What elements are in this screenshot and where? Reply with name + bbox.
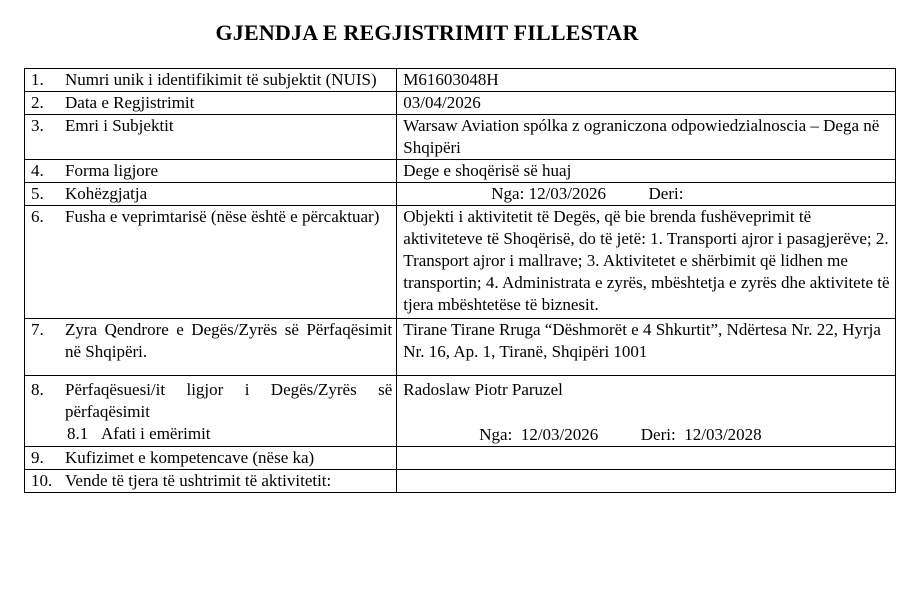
row-value: [397, 183, 896, 206]
table-row: [25, 183, 896, 206]
nga-label: Nga:: [479, 425, 513, 444]
sub-item-number: 8.1: [67, 424, 89, 443]
row-label-text: Emri i Subjektit: [65, 116, 174, 135]
table-row: [25, 92, 896, 115]
row-label-text: Zyra Qendrore e Degës/Zyrës së Përfaqësimit në Shqipëri.: [65, 320, 393, 361]
row-label: [25, 115, 397, 160]
table-row: [25, 206, 896, 319]
row-label-text: Forma ligjore: [65, 161, 159, 180]
sub-item-label: Afati i emërimit: [101, 424, 211, 443]
table-row: [25, 376, 896, 447]
row-label-text: Kufizimet e kompetencave (nëse ka): [65, 448, 315, 467]
row-value: Warsaw Aviation spólka z ograniczona odpowiedzialnoscia – Dega në Shqipëri: [397, 115, 896, 160]
row-number: 3.: [31, 116, 44, 135]
row-value: M61603048H: [397, 69, 896, 92]
row-number: 5.: [31, 184, 44, 203]
row-label: [25, 92, 397, 115]
row-value: Objekti i aktivitetit të Degës, që bie brenda fushëveprimit të aktiviteteve të Shoqërisë, do të jetë: 1. Transporti ajror i pasagjerëve; 2. Transport ajror i mallrave; 3. Aktivitetet e shërbimit që lidhen me transportin; 4. Administrata e zyrës, mbështetja e zyrës dhe aktivitete të tjera mbështetëse të biznesit.: [397, 206, 896, 319]
document-title: GJENDJA E REGJISTRIMIT FILLESTAR: [215, 20, 639, 45]
row-value: [397, 470, 896, 493]
table-row: [25, 319, 896, 376]
row-number: 4.: [31, 161, 44, 180]
row-number: 8.: [31, 380, 44, 399]
sub-item: [31, 423, 392, 445]
nga-date: 12/03/2026: [520, 425, 599, 444]
deri-label: Deri:: [648, 184, 684, 203]
deri-label: Deri:: [640, 425, 676, 444]
row-number: 1.: [31, 70, 44, 89]
row-value: [397, 447, 896, 470]
registration-table: [24, 68, 896, 493]
table-row: [25, 447, 896, 470]
row-number: 7.: [31, 320, 44, 339]
row-label: [25, 206, 397, 319]
row-number: 10.: [31, 471, 53, 490]
row-label-text: Vende të tjera të ushtrimit të aktivitetit:: [65, 471, 332, 490]
row-number: 2.: [31, 93, 44, 112]
table-row: [25, 160, 896, 183]
row-label-text: Data e Regjistrimit: [65, 93, 195, 112]
row-label: [25, 160, 397, 183]
deri-date: 12/03/2028: [684, 425, 762, 444]
row-number: 6.: [31, 207, 44, 226]
row-value: 03/04/2026: [397, 92, 896, 115]
row-value: Tirane Tirane Rruga “Dëshmorët e 4 Shkurtit”, Ndërtesa Nr. 22, Hyrja Nr. 16, Ap. 1, Tiranë, Shqipëri 1001: [397, 319, 896, 376]
row-label: [25, 470, 397, 493]
representative-name: Radoslaw Piotr Paruzel: [403, 380, 563, 399]
table-row: [25, 470, 896, 493]
row-value: [397, 376, 896, 447]
row-label: [25, 183, 397, 206]
nga-label: Nga:: [491, 184, 525, 203]
row-label-text: Fusha e veprimtarisë (nëse është e përcaktuar): [65, 207, 380, 226]
table-row: [25, 69, 896, 92]
row-label: [25, 319, 397, 376]
row-label-text: Përfaqësuesi/it ligjor i Degës/Zyrës së përfaqësimit: [65, 380, 393, 421]
row-label: [25, 447, 397, 470]
row-label-text: Kohëzgjatja: [65, 184, 148, 203]
row-value: Dege e shoqërisë së huaj: [397, 160, 896, 183]
row-number: 9.: [31, 448, 44, 467]
row-label: [25, 376, 397, 447]
table-row: [25, 115, 896, 160]
nga-date: 12/03/2026: [528, 184, 607, 203]
row-label-text: Numri unik i identifikimit të subjektit (NUIS): [65, 70, 377, 89]
row-label: [25, 69, 397, 92]
